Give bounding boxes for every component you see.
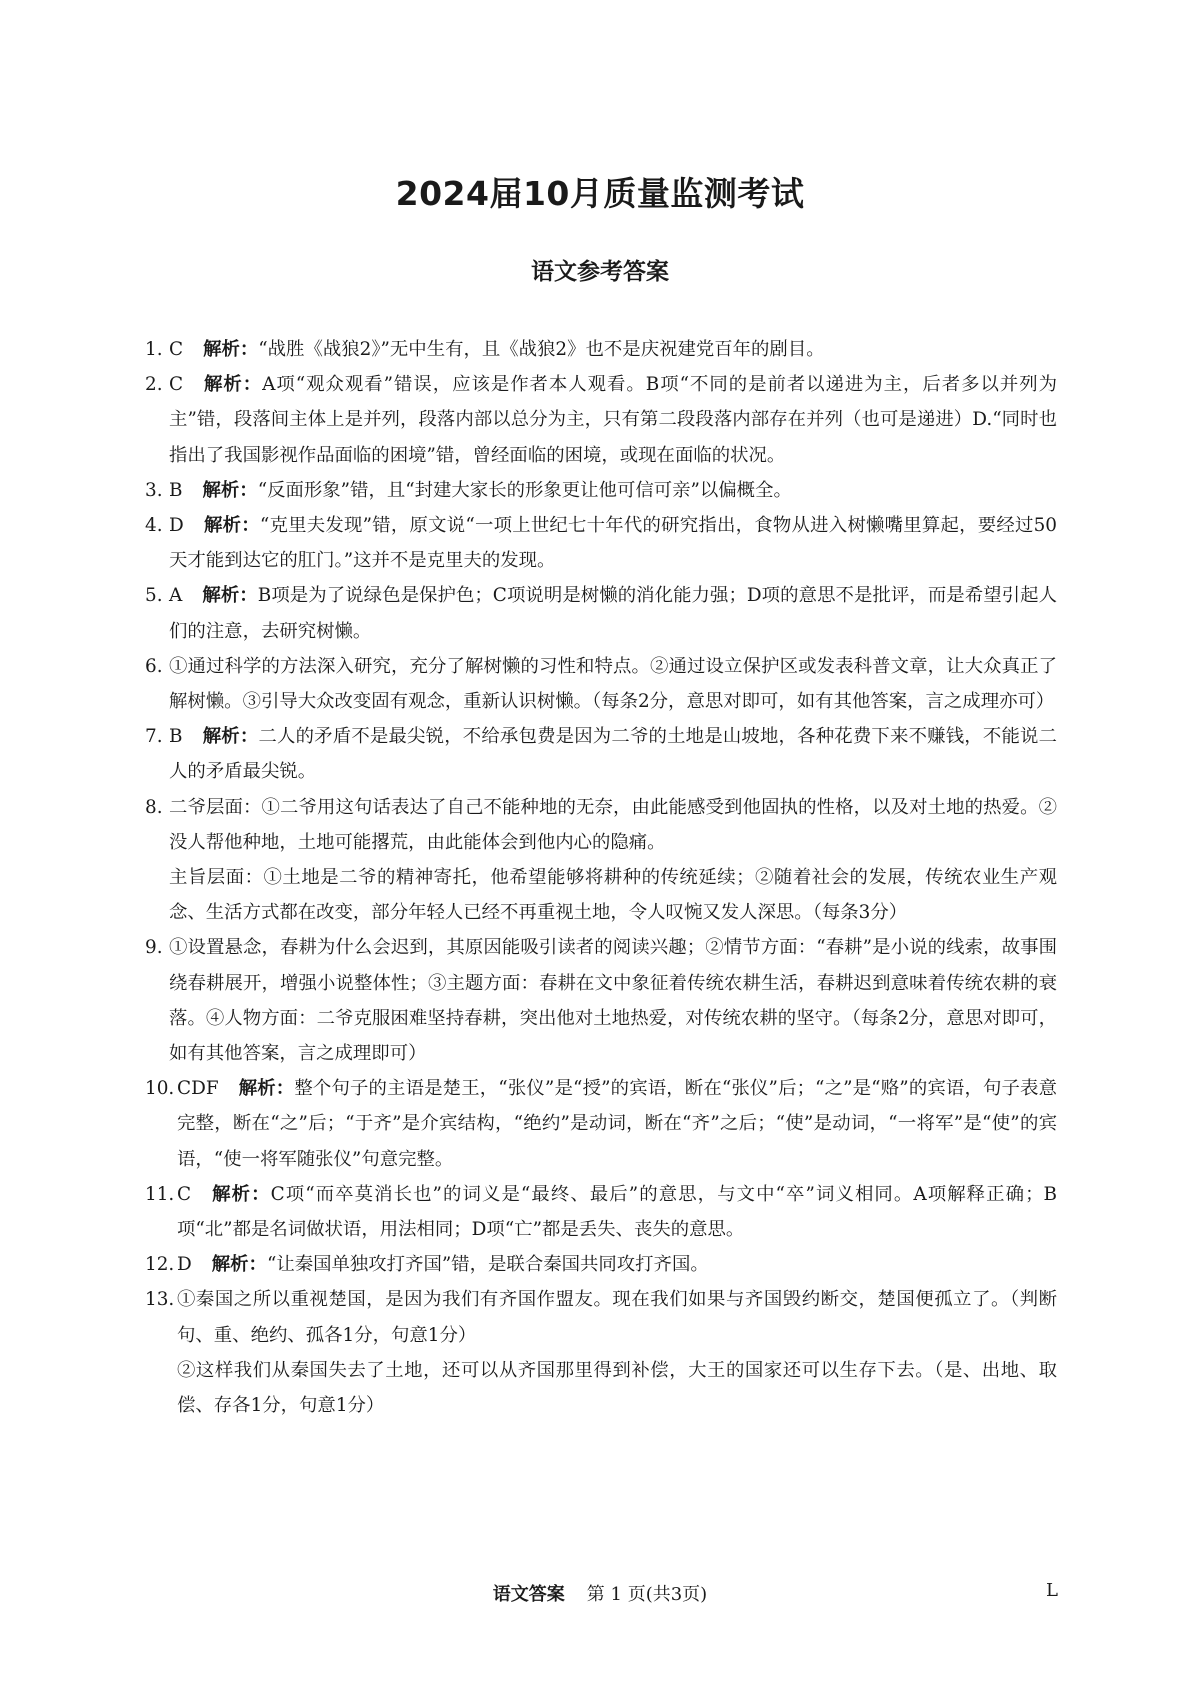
answer-choice: C: [169, 374, 184, 396]
answer-text: ①通过科学的方法深入研究，充分了解树懒的习性和特点。②通过设立保护区或发表科普文章，让大众真正了解树懒。③引导大众改变固有观念，重新认识树懒。（每条2分，意思对即可，如有其他答案，言之成理亦可）: [169, 655, 1057, 713]
answer-item: [145, 649, 1057, 719]
answer-item: [145, 1177, 1057, 1247]
answer-item: [145, 578, 1057, 648]
answer-paragraph: [169, 508, 1057, 578]
answer-choice: C: [169, 339, 184, 360]
analysis-label: 解析：: [203, 374, 263, 396]
analysis-label: 解析：: [211, 1183, 271, 1205]
analysis-label: 解析：: [202, 585, 258, 607]
answer-paragraph: [177, 1353, 1057, 1423]
answer-item: [145, 473, 1057, 508]
answer-text: “克里夫发现”错，原文说“一项上世纪七十年代的研究指出，食物从进入树懒嘴里算起，要经过50天才能到达它的肛门。”这并不是克里夫的发现。: [169, 515, 1057, 572]
answer-item: [145, 367, 1057, 473]
answer-choice: D: [169, 515, 184, 537]
answer-paragraph: [169, 790, 1057, 860]
answer-paragraph: [177, 1071, 1057, 1177]
analysis-label: 解析：: [203, 339, 259, 360]
answer-text: 整个句子的主语是楚王，“张仪”是“授”的宾语，断在“张仪”后；“之”是“赂”的宾语，句子表意完整，断在“之”后；“于齐”是介宾结构，“绝约”是动词，断在“齐”之后；“使”是动词，“一将军”是“使”的宾语，“使一将军随张仪”句意完整。: [177, 1078, 1057, 1170]
question-number: 3.: [145, 479, 163, 501]
answer-body: [177, 1282, 1057, 1423]
answer-text: “让秦国单独攻打齐国”错，是联合秦国共同攻打齐国。: [266, 1254, 709, 1276]
answer-item: [145, 508, 1057, 578]
answer-item: [145, 1282, 1057, 1423]
question-number: 5.: [145, 585, 163, 607]
answer-body: [169, 332, 1057, 367]
question-number: 10.: [145, 1078, 175, 1100]
answer-body: [169, 367, 1057, 473]
page-title: 2024届10月质量监测考试: [395, 174, 805, 213]
answer-paragraph: [177, 1247, 1057, 1282]
answer-paragraph: [169, 860, 1057, 930]
answer-text: ①秦国之所以重视楚国，是因为我们有齐国作盟友。现在我们如果与齐国毁约断交，楚国便孤立了。（判断句、重、绝约、孤各1分，句意1分）: [177, 1289, 1057, 1346]
answer-paragraph: [169, 473, 1057, 508]
answer-body: [169, 790, 1057, 931]
answer-text: ②这样我们从秦国失去了土地，还可以从齐国那里得到补偿，大王的国家还可以生存下去。（是、出地、取偿、存各1分，句意1分）: [177, 1359, 1057, 1417]
page-footer: [0, 1580, 1200, 1606]
answer-text: ①设置悬念，春耕为什么会迟到，其原因能吸引读者的阅读兴趣；②情节方面：“春耕”是小说的线索，故事围绕春耕展开，增强小说整体性；③主题方面：春耕在文中象征着传统农耕生活，春耕迟到意味着传统农耕的衰落。④人物方面：二爷克服困难坚持春耕，突出他对土地热爱，对传统农耕的坚守。（每条2分，意思对即可，如有其他答案，言之成理即可）: [169, 937, 1057, 1065]
answer-item: [145, 930, 1057, 1071]
answer-body: [169, 508, 1057, 578]
question-number: 6.: [145, 655, 163, 677]
answer-body: [177, 1247, 1057, 1282]
page-subtitle: 语文参考答案: [531, 259, 669, 285]
answer-text: 二爷层面：①二爷用这句话表达了自己不能种地的无奈，由此能感受到他固执的性格，以及对土地的热爱。②没人帮他种地，土地可能撂荒，由此能体会到他内心的隐痛。: [169, 796, 1057, 853]
answer-text: “反面形象”错，且“封建大家长的形象更让他可信可亲”以偏概全。: [257, 479, 792, 501]
answer-text: 主旨层面：①土地是二爷的精神寄托，他希望能够将耕种的传统延续；②随着社会的发展，传统农业生产观念、生活方式都在改变，部分年轻人已经不再重视土地，令人叹惋又发人深思。（每条3分）: [169, 867, 1057, 924]
answer-item: [145, 332, 1057, 367]
answer-item: [145, 1071, 1057, 1177]
answer-item: [145, 719, 1057, 789]
analysis-label: 解析：: [202, 479, 258, 501]
answer-paragraph: [169, 649, 1057, 719]
answer-paragraph: [169, 719, 1057, 789]
answer-choice: C: [177, 1183, 192, 1205]
answer-paragraph: [169, 578, 1057, 648]
answer-text: A项“观众观看”错误，应该是作者本人观看。B项“不同的是前者以递进为主，后者多以并列为主”错，段落间主体上是并列，段落内部以总分为主，只有第二段段落内部存在并列（也可是递进）D.“同时也指出了我国影视作品面临的困境”错，曾经面临的困境，或现在面临的状况。: [169, 374, 1057, 466]
answer-body: [169, 649, 1057, 719]
answer-choice: A: [169, 585, 183, 607]
answer-item: [145, 790, 1057, 931]
answer-text: C项“而卒莫消长也”的词义是“最终、最后”的意思，与文中“卒”词义相同。A项解释正确；B项“北”都是名词做状语，用法相同；D项“亡”都是丢失、丧失的意思。: [177, 1183, 1057, 1241]
analysis-label: 解析：: [203, 515, 260, 537]
question-number: 7.: [145, 726, 163, 748]
answer-paragraph: [177, 1177, 1057, 1247]
answer-text: “战胜《战狼2》”无中生有，且《战狼2》也不是庆祝建党百年的剧目。: [258, 339, 825, 360]
question-number: 12.: [145, 1254, 175, 1276]
answer-body: [169, 473, 1057, 508]
answer-item: [145, 1247, 1057, 1282]
answer-paragraph: [169, 332, 1057, 367]
question-number: 11.: [145, 1183, 175, 1205]
answer-body: [177, 1177, 1057, 1247]
answer-choice: B: [169, 726, 183, 748]
answer-paragraph: [169, 930, 1057, 1071]
question-number: 9.: [145, 937, 163, 959]
answer-body: [169, 719, 1057, 789]
answer-choice: B: [169, 479, 183, 501]
question-number: 8.: [145, 796, 163, 818]
footer-page-number: 第 1 页(共3页): [586, 1584, 708, 1605]
footer-code: L: [1046, 1580, 1058, 1601]
answer-choice: D: [177, 1254, 192, 1276]
question-number: 4.: [145, 515, 163, 537]
analysis-label: 解析：: [202, 726, 259, 748]
question-number: 2.: [145, 374, 163, 396]
analysis-label: 解析：: [211, 1254, 267, 1276]
answer-list: [145, 332, 1057, 1423]
answer-choice: CDF: [177, 1078, 219, 1100]
question-number: 1.: [145, 339, 163, 360]
question-number: 13.: [145, 1289, 175, 1311]
answer-body: [169, 930, 1057, 1071]
footer-label: 语文答案: [492, 1584, 565, 1605]
answer-text: 二人的矛盾不是最尖锐，不给承包费是因为二爷的土地是山坡地，各种花费下来不赚钱，不能说二人的矛盾最尖锐。: [169, 726, 1057, 783]
answer-paragraph: [177, 1282, 1057, 1352]
answer-body: [169, 578, 1057, 648]
answer-text: B项是为了说绿色是保护色；C项说明是树懒的消化能力强；D项的意思不是批评，而是希望引起人们的注意，去研究树懒。: [169, 585, 1057, 642]
answer-paragraph: [169, 367, 1057, 473]
analysis-label: 解析：: [238, 1078, 295, 1100]
answer-body: [177, 1071, 1057, 1177]
